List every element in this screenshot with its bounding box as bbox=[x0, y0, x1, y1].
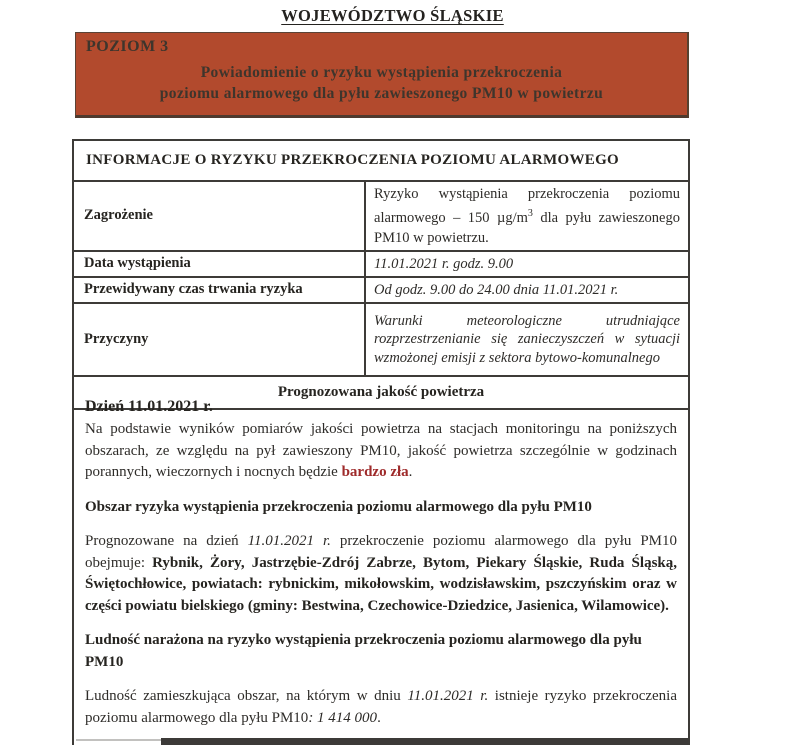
info-table bbox=[72, 139, 690, 410]
table-row-data-wystapienia bbox=[73, 251, 689, 277]
area-risk-paragraph: Prognozowane na dzień 11.01.2021 r. przekroczenie poziomu alarmowego dla pyłu PM10 obejmuje: Rybnik, Żory, Jastrzębie-Zdrój Zabrze, Bytom, Piekary Śląskie, Ruda Śląską, Świętochłowice, powiatach: rybnickim, mikołowskim, wodzisławskim, pszczyńskim oraz w części powiatu bielskiego (gminy: Bestwina, Czechowice-Dziedzice, Jasienica, Wilamowice). bbox=[85, 533, 678, 614]
row-label-zagrozenie: Zagrożenie bbox=[73, 181, 365, 251]
alert-title-line1: Powiadomienie o ryzyku wystąpienia przekroczenia bbox=[200, 64, 563, 81]
row-value-czas-trwania: Od godz. 9.00 do 24.00 dnia 11.01.2021 r. bbox=[365, 277, 689, 303]
population-heading: Ludność narażona na ryzyko wystąpienia przekroczenia poziomu alarmowego dla pyłu PM10 bbox=[85, 632, 642, 670]
cutoff-strip-light bbox=[76, 739, 162, 741]
row-value-data-wystapienia: 11.01.2021 r. godz. 9.00 bbox=[365, 251, 689, 277]
alert-banner bbox=[75, 32, 689, 118]
forecast-section bbox=[72, 393, 690, 745]
forecast-quality-header: Prognozowana jakość powietrza bbox=[73, 376, 689, 409]
population-paragraph: Ludność zamieszkująca obszar, na którym w dniu 11.01.2021 r. istnieje ryzyko przekroczenia poziomu alarmowego dla pyłu PM10: 1 414 000. bbox=[85, 688, 678, 726]
page-title: WOJEWÓDZTWO ŚLĄSKIE bbox=[281, 6, 504, 25]
row-value-przyczyny: Warunki meteorologiczne utrudniające rozprzestrzenianie się zanieczyszczeń w sytuacji wzmożonej emisji z sektora bytowo-komunalnego bbox=[365, 303, 689, 376]
area-risk-heading: Obszar ryzyka wystąpienia przekroczenia poziomu alarmowego dla pyłu PM10 bbox=[85, 498, 592, 515]
info-table-header: INFORMACJE O RYZYKU PRZEKROCZENIA POZIOMU ALARMOWEGO bbox=[73, 140, 689, 181]
row-label-data-wystapienia: Data wystąpienia bbox=[73, 251, 365, 277]
table-row-czas-trwania bbox=[73, 277, 689, 303]
info-table-header-row bbox=[73, 140, 689, 181]
table-row-zagrozenie bbox=[73, 181, 689, 251]
alert-level-label: POZIOM 3 bbox=[86, 38, 169, 55]
row-label-czas-trwania: Przewidywany czas trwania ryzyka bbox=[73, 277, 365, 303]
alert-title-line2: poziomu alarmowego dla pyłu zawieszonego PM10 w powietrzu bbox=[159, 85, 604, 102]
table-row-przyczyny bbox=[73, 303, 689, 376]
day-heading: Dzień 11.01.2021 r. bbox=[85, 398, 213, 415]
row-label-przyczyny: Przyczyny bbox=[73, 303, 365, 376]
cutoff-strip-dark bbox=[161, 738, 688, 745]
intro-paragraph: Na podstawie wyników pomiarów jakości powietrza na stacjach monitoringu na poniższych obszarach, ze względu na pył zawieszony PM10, jakość powietrza szczególnie w godzinach porannych, wieczornych i nocnych będzie bardzo zła. bbox=[85, 421, 677, 480]
row-value-zagrozenie: Ryzyko wystąpienia przekroczenia poziomu alarmowego – 150 $\mu g/m^3$ dla pyłu zawieszonego PM10 w powietrzu. bbox=[365, 181, 689, 251]
